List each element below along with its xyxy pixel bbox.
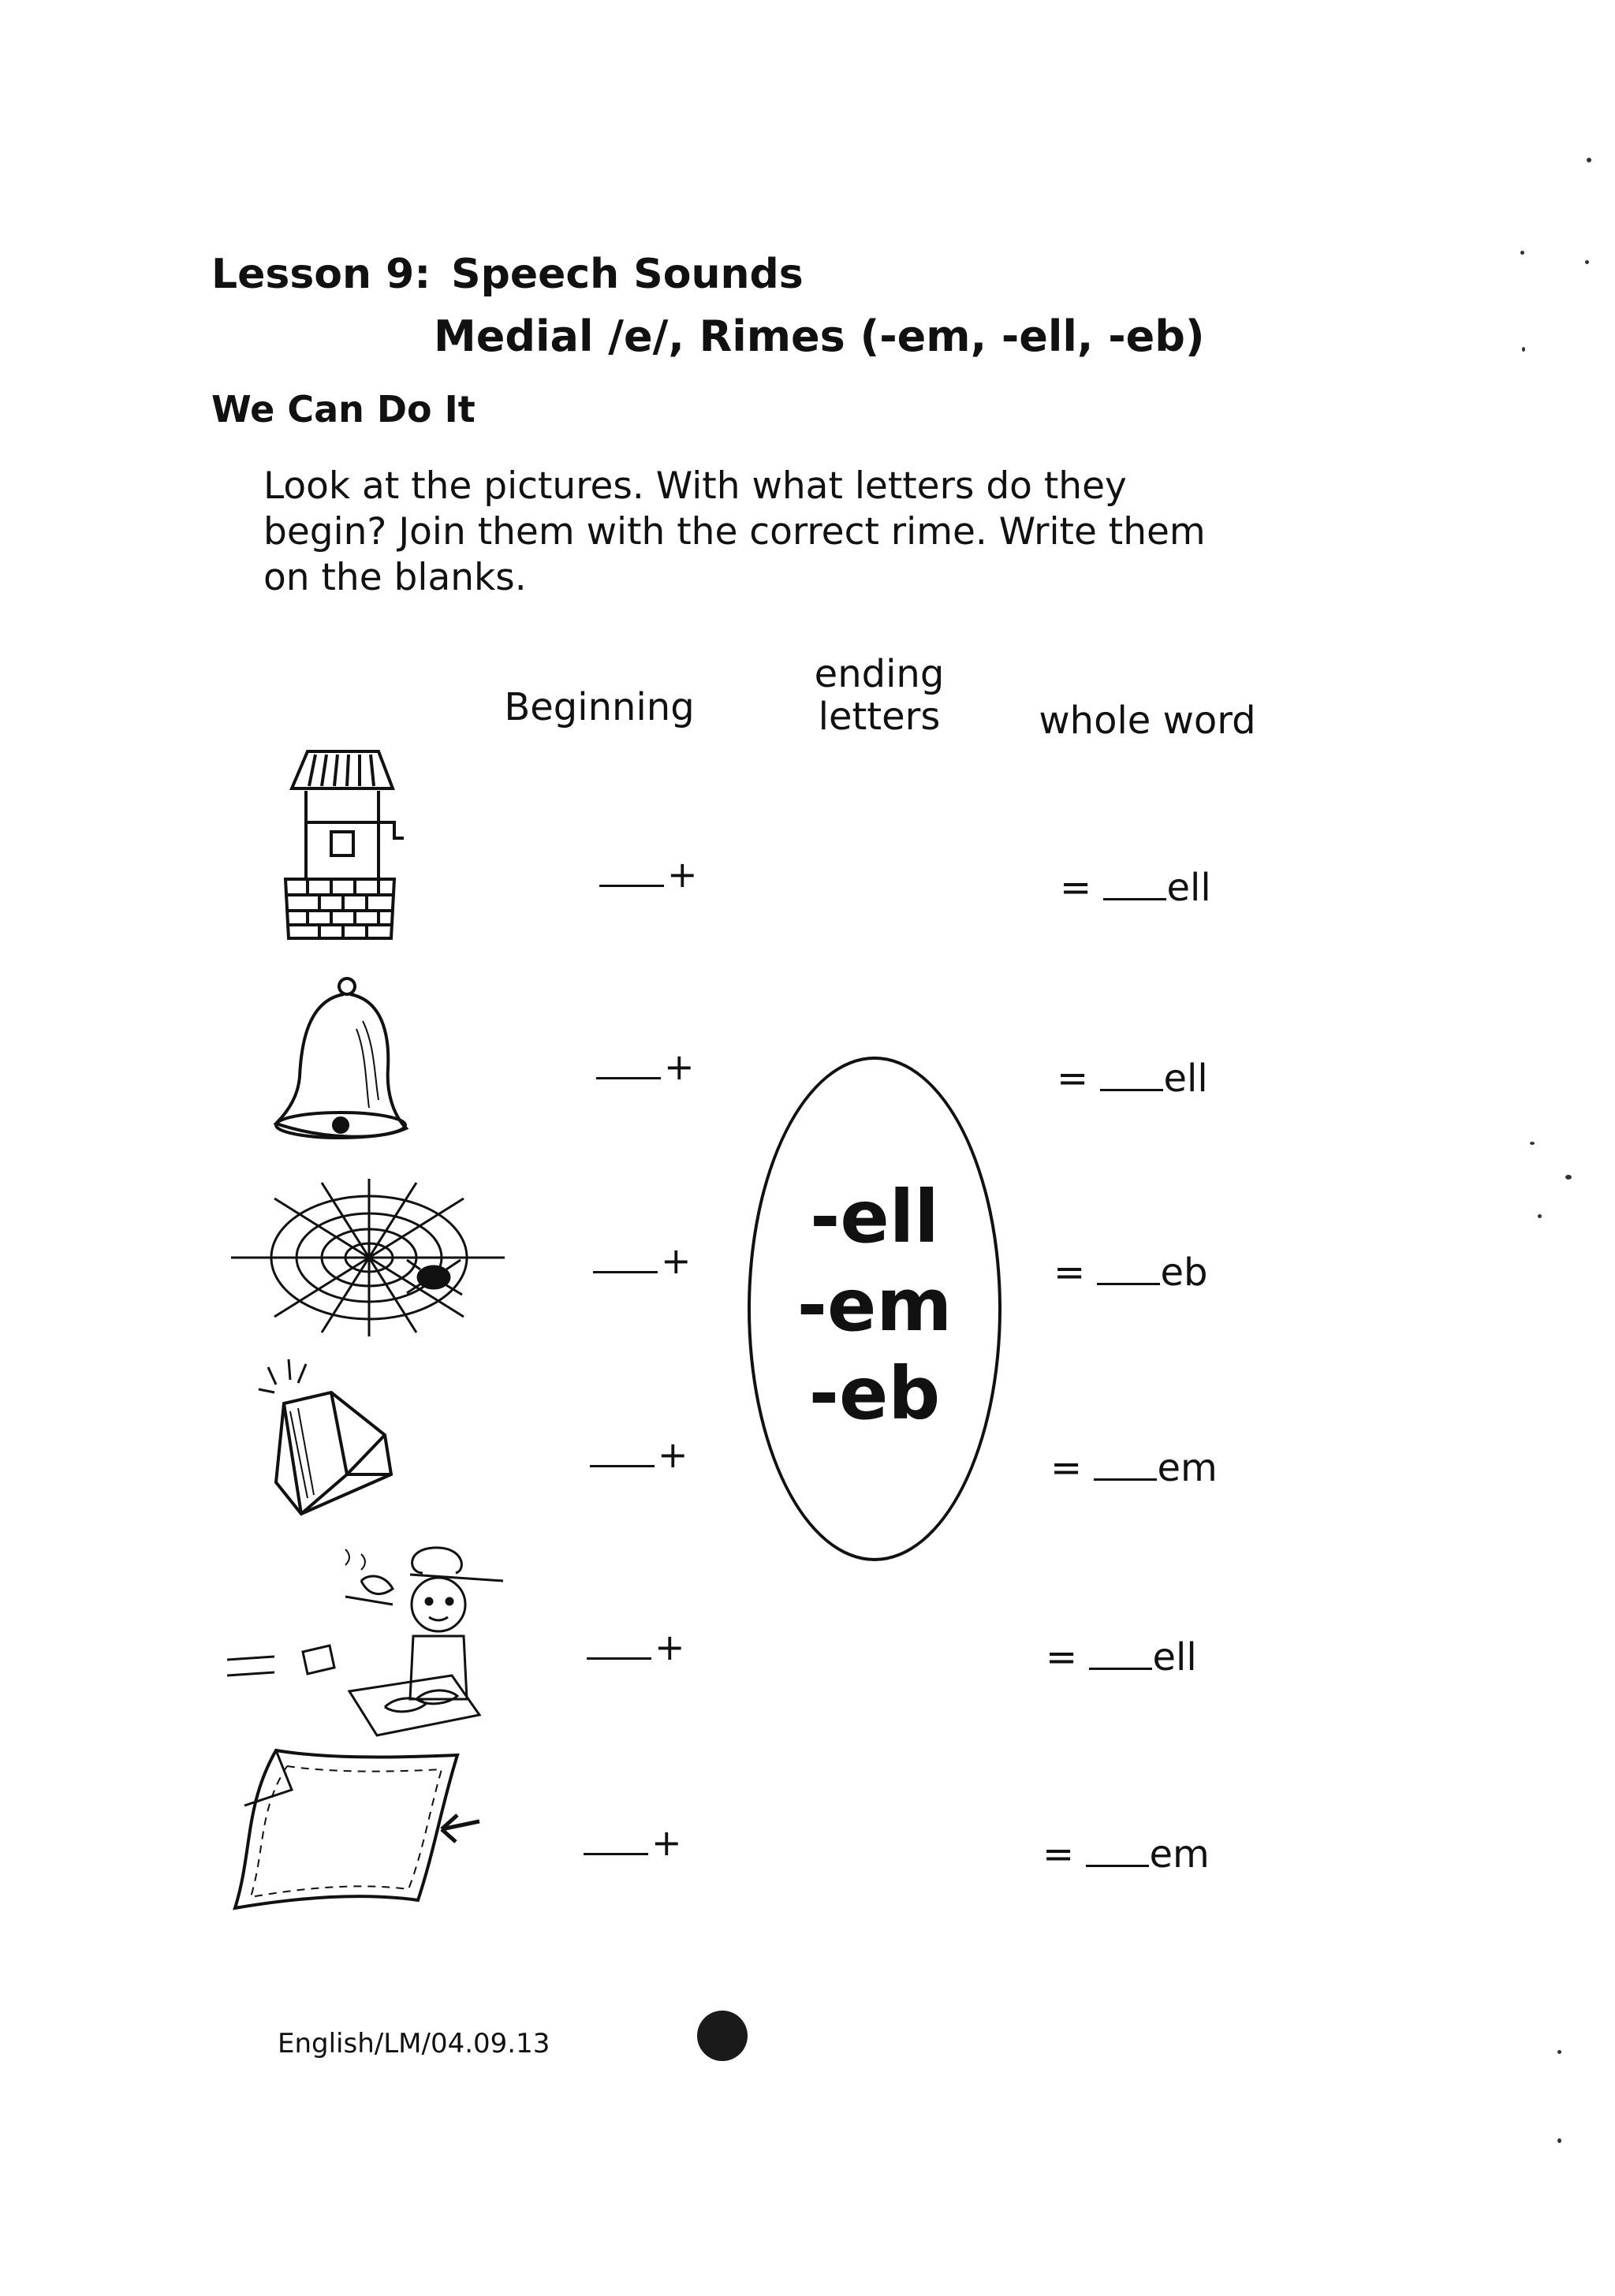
boy-selling-fish-icon (227, 1541, 535, 1746)
whole-word-answer[interactable]: = ell (1060, 866, 1211, 910)
scan-speck (1565, 1175, 1572, 1180)
scan-speck (1520, 251, 1524, 255)
scan-speck (1587, 158, 1591, 162)
rime-em: -em (796, 1263, 953, 1347)
column-header-ending: ending letters (814, 652, 945, 739)
whole-word-answer[interactable]: = em (1042, 1832, 1210, 1877)
column-header-beginning: Beginning (504, 685, 695, 729)
lesson-subtopic: Medial /e/, Rimes (-em, -ell, -eb) (434, 311, 1205, 361)
scan-speck (1585, 260, 1589, 264)
scan-speck (1557, 2050, 1561, 2054)
whole-word-answer[interactable]: = ell (1046, 1635, 1197, 1679)
scan-speck (1530, 1142, 1535, 1145)
scan-speck (1538, 1214, 1542, 1218)
beginning-blank[interactable]: + (599, 853, 698, 896)
scan-speck (1522, 347, 1525, 352)
lesson-label: Lesson 9: (211, 251, 431, 298)
beginning-blank[interactable]: + (587, 1626, 685, 1668)
beginning-blank[interactable]: + (596, 1046, 695, 1088)
cloth-hem-icon (229, 1742, 485, 1916)
bell-icon (268, 974, 414, 1147)
beginning-blank[interactable]: + (584, 1821, 682, 1864)
well-icon (260, 745, 418, 950)
rime-ell: -ell (810, 1175, 939, 1259)
footer-code: English/LM/04.09.13 (278, 2028, 550, 2059)
beginning-blank[interactable]: + (590, 1433, 688, 1476)
whole-word-answer[interactable]: = ell (1057, 1057, 1208, 1101)
whole-word-answer[interactable]: = eb (1054, 1250, 1208, 1295)
rime-eb: -eb (808, 1351, 941, 1436)
whole-word-answer[interactable]: = em (1050, 1446, 1218, 1490)
beginning-blank[interactable]: + (593, 1239, 692, 1282)
section-title: We Can Do It (211, 388, 476, 430)
column-header-whole: whole word (1039, 699, 1256, 743)
instructions: Look at the pictures. With what letters do they begin? Join them with the correct rime. Write them on the blanks. (263, 464, 1206, 599)
scan-speck (1557, 2138, 1561, 2143)
lesson-heading (211, 251, 804, 298)
page-marker-dot (697, 2011, 748, 2061)
lesson-topic: Speech Sounds (451, 251, 804, 298)
rime-list (748, 1173, 1001, 1438)
gem-icon (252, 1356, 410, 1522)
spider-web-icon (227, 1175, 505, 1344)
